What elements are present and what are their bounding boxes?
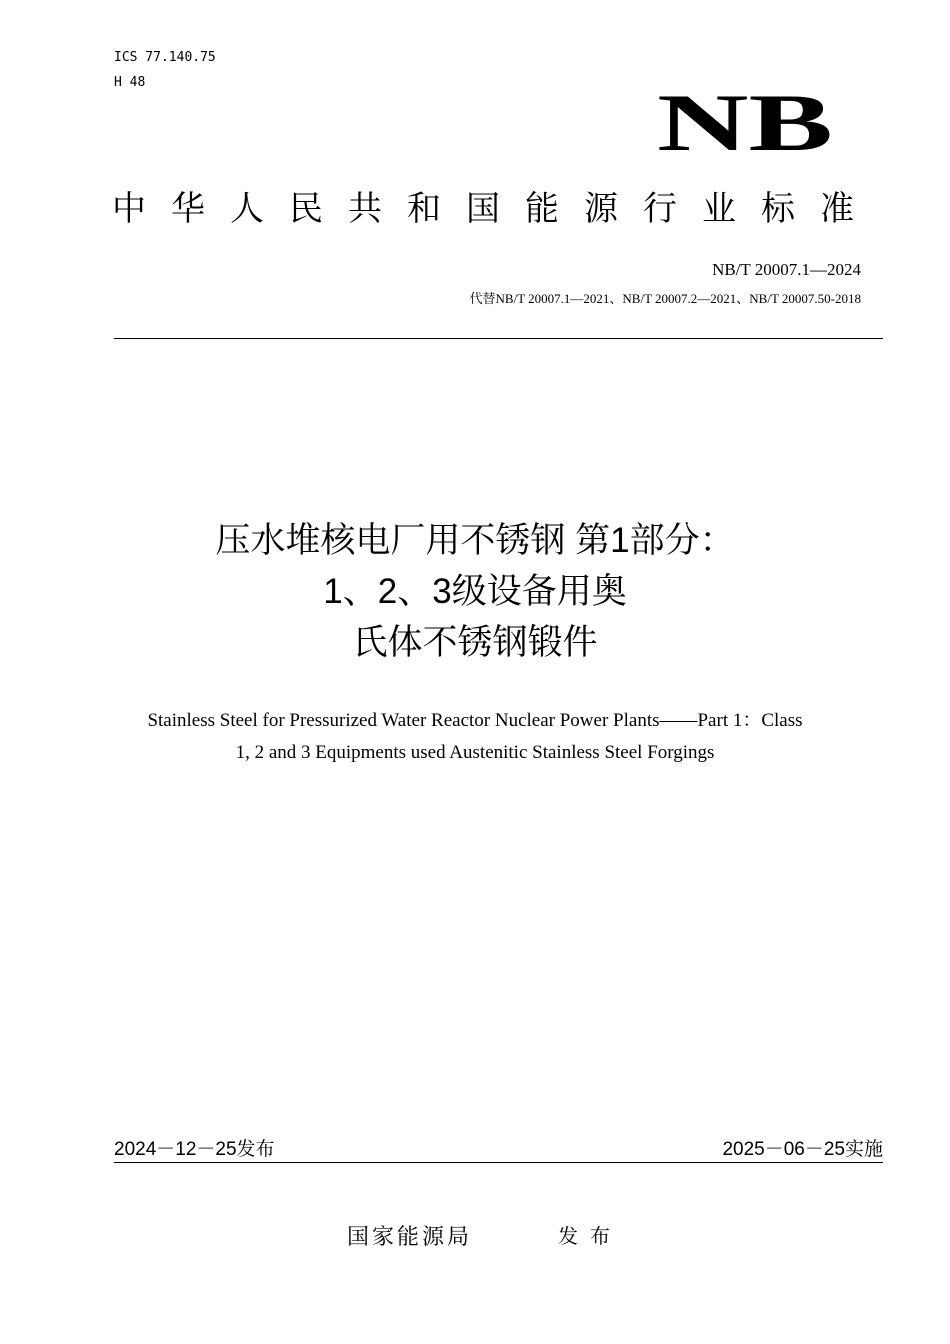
replaces-note: 代替NB/T 20007.1—2021、NB/T 20007.2—2021、NB/T 20007.50-2018: [469, 291, 861, 306]
issue-label: 发布: [558, 1226, 622, 1248]
chinese-title-line-1: 压水堆核电厂用不锈钢 第1部分：: [215, 521, 735, 560]
chinese-title: [75, 515, 875, 668]
chinese-title-line-3: 氏体不锈钢锻件: [352, 623, 598, 662]
publish-date: 2024－12－25发布: [114, 1139, 275, 1160]
nb-logo-text: NB: [657, 80, 833, 160]
bottom-divider: [114, 1162, 883, 1163]
top-divider: [114, 338, 883, 339]
standard-number: NB/T 20007.1—2024: [712, 260, 861, 279]
classification-code: H 48: [114, 75, 146, 90]
english-title-line-1: Stainless Steel for Pressurized Water Reactor Nuclear Power Plants——Part 1：Class: [147, 710, 803, 731]
issuer-name: 国家能源局: [347, 1224, 473, 1249]
chinese-title-line-2: 1、2、3级设备用奥: [323, 572, 627, 611]
english-title: [60, 705, 890, 769]
implement-date: 2025－06－25实施: [722, 1139, 883, 1160]
org-title: 中华人民共和国能源行业标准: [112, 190, 879, 228]
english-title-line-2: 1, 2 and 3 Equipments used Austenitic Stainless Steel Forgings: [235, 742, 715, 763]
ics-code: ICS 77.140.75: [114, 50, 216, 65]
nb-logo: [655, 80, 835, 160]
